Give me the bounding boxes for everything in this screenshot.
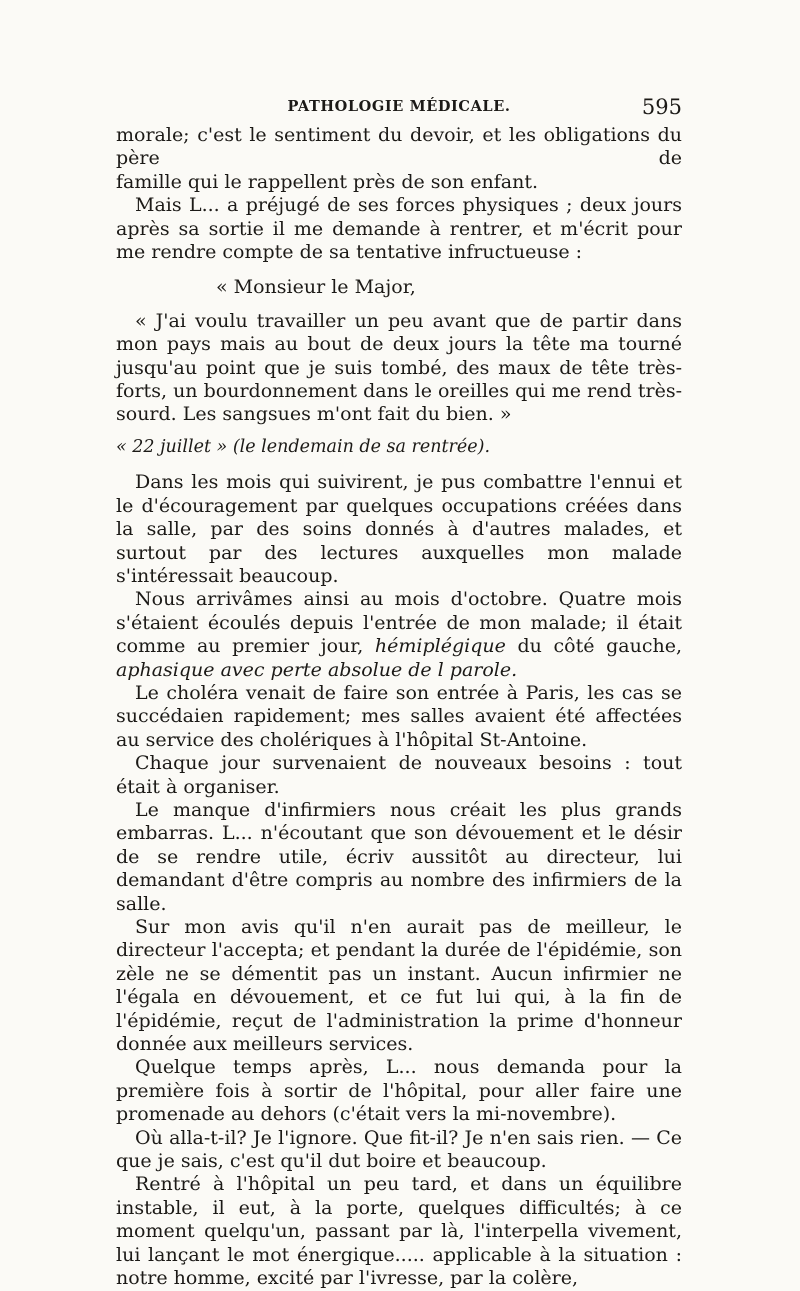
- paragraph: [116, 588, 682, 682]
- paragraph: Quelque temps après, L... nous demanda pour la première fois à sortir de l'hôpital, pour aller faire une promenade au dehors (c'était vers la mi-novembre).: [116, 1056, 682, 1126]
- running-title: PATHOLOGIE MÉDICALE.: [287, 98, 511, 115]
- paragraph-line: famille qui le rappellent près de son enfant.: [116, 170, 538, 193]
- paragraph: Sur mon avis qu'il n'en aurait pas de meilleur, le directeur l'accepta; et pendant la durée de l'épidémie, son zèle ne se démentit pas un instant. Aucun infirmier ne l'égala en dévouement, et ce fut lui qui, à la fin de l'épidémie, reçut de l'administration la prime d'honneur donnée aux meilleurs services.: [116, 916, 682, 1056]
- letter-salutation: « Monsieur le Major,: [216, 276, 416, 299]
- paragraph-text: du côté gauche,: [505, 635, 682, 658]
- paragraph: Le manque d'infirmiers nous créait les plus grands embarras. L... n'écoutant que son dévouement et le désir de se rendre utile, écriv aussitôt au directeur, lui demandant d'être compris au nombre des infirmiers de la salle.: [116, 798, 682, 915]
- letter-date-note: (le lendemain de sa rentrée).: [232, 436, 491, 457]
- letter-date: [116, 436, 682, 459]
- paragraph: Le choléra venait de faire son entrée à Paris, les cas se succédaien rapidement; mes salles avaient été affectées au service des cholériques à l'hôpital St-Antoine.: [116, 681, 682, 751]
- page-header: [116, 95, 682, 122]
- page-body: [116, 124, 682, 1291]
- paragraph-line: morale; c'est le sentiment du devoir, et les obligations du père de: [116, 124, 682, 170]
- paragraph: Mais L... a préjugé de ses forces physiques ; deux jours après sa sortie il me demande à rentrer, et m'écrit pour me rendre compte de sa tentative infructueuse :: [116, 194, 682, 264]
- paragraph: Rentré à l'hôpital un peu tard, et dans un équilibre instable, il eut, à la porte, quelques difficultés; à ce moment quelqu'un, passant par là, l'interpella vivement, lui lançant le mot énergique..... applicable à la situation : notre homme, excité par l'ivresse, par la colère,: [116, 1173, 682, 1290]
- letter-date-open: « 22 juillet »: [116, 436, 228, 457]
- emphasis-hemiplegique: hémiplégique: [374, 635, 506, 658]
- paragraph-text: Nous arrivâmes ainsi au mois d'octobre. Quatre mois s'étaient écoulés depuis l'entrée de mon malade; il était comme au premier jour,: [116, 588, 682, 658]
- paragraph: Dans les mois qui suivirent, je pus combattre l'ennui et le d'écouragement par quelques occupations créées dans la salle, par des soins donnés à d'autres malades, et surtout par des lectures auxquelles mon malade s'intéressait beaucoup.: [116, 471, 682, 587]
- letter-text: « J'ai voulu travailler un peu avant que de partir dans mon pays mais au bout de deux jours la tête ma tourné jusqu'au point que je suis tombé, des maux de tête très-forts, un bourdonnement dans le oreilles qui me rend très-sourd. Les sangsues m'ont fait du bien. »: [116, 309, 682, 426]
- paragraph: Chaque jour survenaient de nouveaux besoins : tout était à organiser.: [116, 752, 682, 798]
- paragraph: Où alla-t-il? Je l'ignore. Que fit-il? Je n'en sais rien. — Ce que je sais, c'est qu'il dut boire et beaucoup.: [116, 1126, 682, 1173]
- emphasis-aphasique: aphasique avec perte absolue de l parole.: [116, 658, 518, 681]
- page-number: 595: [641, 95, 682, 119]
